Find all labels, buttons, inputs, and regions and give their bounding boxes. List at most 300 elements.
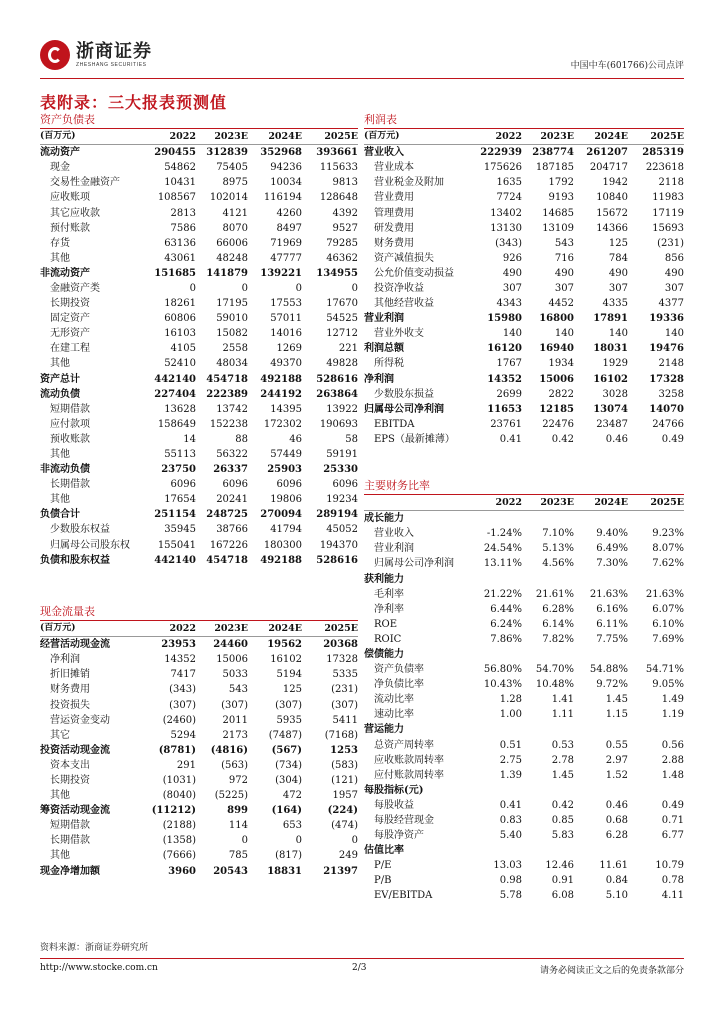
- table-row: [40, 818, 358, 833]
- cell-value: 14016: [270, 328, 302, 340]
- cell-value: 15006: [216, 654, 248, 666]
- cell-value: 17654: [164, 494, 196, 506]
- cell-value: 4.56%: [542, 558, 574, 570]
- cell-value: 0.41: [499, 799, 522, 811]
- cell-value: [522, 783, 574, 798]
- table-row: [364, 341, 684, 356]
- row-label: 公允价值变动损益: [374, 267, 454, 279]
- cell-value: 856: [664, 252, 684, 264]
- cell-value: 41794: [270, 524, 302, 536]
- cell-value: (563): [221, 759, 248, 771]
- cell-value: [574, 783, 628, 798]
- table-row: [40, 417, 358, 432]
- source-note: 资料来源：浙商证券研究所: [40, 943, 149, 953]
- ratios-body: [364, 511, 684, 904]
- cell-value: 4121: [222, 207, 248, 219]
- appendix-title: 表附录：三大报表预测值: [40, 93, 228, 112]
- cell-value: 4260: [276, 207, 302, 219]
- cell-value: 13130: [490, 222, 522, 234]
- cell-value: [522, 571, 574, 586]
- page-number: 2/3: [352, 963, 367, 973]
- cell-value: 5033: [222, 669, 248, 681]
- row-label: 在建工程: [50, 343, 90, 355]
- row-label: 存货: [50, 237, 70, 249]
- row-label: 利润总额: [364, 343, 404, 355]
- cell-value: 155041: [157, 539, 196, 551]
- cell-value: [522, 722, 574, 737]
- cell-value: 454718: [206, 554, 248, 566]
- cell-value: 194370: [319, 539, 358, 551]
- cell-value: [574, 571, 628, 586]
- row-label: 投资活动现金流: [40, 744, 110, 756]
- cell-value: 16102: [270, 654, 302, 666]
- cell-value: 263864: [316, 388, 358, 400]
- row-label: 流动比率: [374, 694, 414, 706]
- cell-value: 21397: [323, 865, 358, 877]
- cell-value: 139221: [260, 267, 302, 279]
- balance-sheet-title: 资产负债表: [40, 112, 358, 129]
- row-label: 少数股东权益: [50, 524, 110, 536]
- cell-value: 190693: [319, 418, 358, 430]
- row-label: 无形资产: [50, 328, 90, 340]
- row-label: 营运能力: [364, 724, 404, 736]
- cell-value: 108567: [157, 192, 196, 204]
- cell-value: 1.52: [605, 769, 628, 781]
- row-label: 营业利润: [374, 543, 414, 555]
- table-row: [40, 522, 358, 537]
- table-row: [364, 511, 684, 527]
- cell-value: 35945: [164, 524, 196, 536]
- row-label: 短期借款: [50, 403, 90, 415]
- cell-value: 8975: [222, 177, 248, 189]
- cell-value: (307): [331, 699, 358, 711]
- report-tag: 中国中车(601766)公司点评: [570, 61, 684, 71]
- cell-value: 227404: [154, 388, 196, 400]
- cell-value: 6.77: [661, 830, 684, 842]
- cell-value: 7.82%: [542, 633, 574, 645]
- cell-value: 5411: [332, 714, 358, 726]
- cell-value: 0.46: [605, 433, 628, 445]
- cell-value: 490: [502, 267, 522, 279]
- column-header: 2025E: [324, 623, 358, 635]
- table-row: [364, 311, 684, 326]
- cell-value: 79285: [326, 237, 358, 249]
- cell-value: (231): [331, 684, 358, 696]
- cell-value: 1.48: [661, 769, 684, 781]
- cell-value: 222389: [206, 388, 248, 400]
- row-label: 速动比率: [374, 709, 414, 721]
- cell-value: 0: [189, 282, 196, 294]
- cell-value: 18831: [267, 865, 302, 877]
- cell-value: 14070: [649, 403, 684, 415]
- cell-value: 492188: [260, 373, 302, 385]
- cell-value: 12712: [326, 328, 358, 340]
- ratios-title: 主要财务比率: [364, 478, 684, 495]
- cell-value: 5294: [170, 729, 196, 741]
- column-header: 2024E: [268, 131, 302, 143]
- cell-value: 238774: [532, 147, 574, 159]
- cell-value: 13109: [542, 222, 574, 234]
- table-row: [364, 432, 684, 447]
- cell-value: 25330: [323, 464, 358, 476]
- table-row: [40, 341, 358, 356]
- table-row: [364, 692, 684, 707]
- cell-value: 0: [295, 282, 302, 294]
- table-row: [40, 402, 358, 417]
- cell-value: 15693: [652, 222, 684, 234]
- cell-value: 66006: [216, 237, 248, 249]
- row-label: 其他: [50, 850, 70, 862]
- cell-value: 289194: [316, 509, 358, 521]
- cell-value: 352968: [260, 147, 302, 159]
- income-statement-section: [364, 112, 684, 447]
- row-label: 流动资产: [40, 147, 80, 159]
- cell-value: 1.11: [551, 709, 574, 721]
- cell-value: 0.85: [551, 815, 574, 827]
- table-row: [40, 833, 358, 848]
- table-row: [364, 556, 684, 571]
- cell-value: 5.13%: [542, 543, 574, 555]
- row-label: 预收账款: [50, 433, 90, 445]
- table-row: [364, 372, 684, 387]
- cell-value: 125: [608, 237, 628, 249]
- cell-value: 13074: [593, 403, 628, 415]
- cell-value: 11653: [487, 403, 522, 415]
- table-header-row: [364, 495, 684, 511]
- cell-value: (164): [271, 805, 302, 817]
- cell-value: [628, 843, 684, 858]
- table-row: [364, 160, 684, 175]
- cell-value: 2699: [496, 388, 522, 400]
- row-label: 营业利润: [364, 313, 404, 325]
- cell-value: (11212): [151, 805, 196, 817]
- cell-value: 58: [345, 433, 358, 445]
- cell-value: 6.11%: [596, 618, 628, 630]
- cell-value: 1957: [332, 790, 358, 802]
- cell-value: (1031): [162, 774, 196, 786]
- row-label: 长期借款: [50, 835, 90, 847]
- row-label: 营业外收支: [374, 328, 424, 340]
- cell-value: 0.42: [551, 433, 574, 445]
- cell-value: (7487): [268, 729, 302, 741]
- unit-label: (百万元): [364, 131, 400, 142]
- cell-value: [522, 647, 574, 662]
- row-label: 财务费用: [374, 237, 414, 249]
- cashflow-section: [40, 604, 358, 879]
- cell-value: 19562: [267, 639, 302, 651]
- cell-value: 14366: [596, 222, 628, 234]
- row-label: 金融资产类: [50, 282, 100, 294]
- row-label: 营业成本: [374, 162, 414, 174]
- cell-value: 17891: [593, 313, 628, 325]
- cell-value: 0.41: [499, 433, 522, 445]
- cell-value: 5194: [276, 669, 302, 681]
- cell-value: 442140: [154, 554, 196, 566]
- cell-value: 543: [228, 684, 248, 696]
- cell-value: 13742: [216, 403, 248, 415]
- cell-value: 5.40: [499, 830, 522, 842]
- row-label: 每股指标(元): [364, 784, 424, 796]
- cell-value: 46362: [326, 252, 358, 264]
- cell-value: 899: [227, 805, 248, 817]
- cell-value: (817): [275, 850, 302, 862]
- cell-value: [628, 571, 684, 586]
- cell-value: 102014: [209, 192, 248, 204]
- cell-value: 1.45: [551, 769, 574, 781]
- table-row: [40, 652, 358, 667]
- ratios-section: [364, 478, 684, 904]
- row-label: 应付账款周转率: [374, 769, 444, 781]
- table-row: [40, 160, 358, 175]
- company-logo: [40, 40, 152, 70]
- row-label: 应付款项: [50, 418, 90, 430]
- cell-value: 49828: [326, 358, 358, 370]
- cell-value: 222939: [480, 147, 522, 159]
- cell-value: 3028: [602, 388, 628, 400]
- cell-value: 2148: [658, 358, 684, 370]
- cell-value: 46: [289, 433, 302, 445]
- cell-value: 16800: [539, 313, 574, 325]
- cell-value: 3258: [658, 388, 684, 400]
- cell-value: 115633: [319, 162, 358, 174]
- income-statement-title: 利润表: [364, 112, 684, 129]
- column-header: 2022: [495, 131, 522, 143]
- cell-value: 75405: [216, 162, 248, 174]
- cell-value: 47777: [270, 252, 302, 264]
- cell-value: 0: [351, 282, 358, 294]
- cell-value: 17119: [652, 207, 684, 219]
- cell-value: (8040): [162, 790, 196, 802]
- cell-value: 528616: [316, 373, 358, 385]
- cell-value: 0.55: [605, 739, 628, 751]
- row-label: 其他: [50, 449, 70, 461]
- cell-value: 5.78: [499, 890, 522, 902]
- table-header-row: [40, 129, 358, 145]
- row-label: 长期借款: [50, 479, 90, 491]
- cell-value: 2011: [222, 714, 248, 726]
- row-label: 经营活动现金流: [40, 639, 110, 651]
- table-row: [40, 682, 358, 697]
- table-row: [364, 387, 684, 402]
- cell-value: 0.84: [605, 875, 628, 887]
- row-label: 其它: [50, 729, 70, 741]
- row-label: 净利率: [374, 603, 404, 615]
- column-header: 2023E: [214, 131, 248, 143]
- cell-value: 16120: [487, 343, 522, 355]
- table-row: [40, 311, 358, 326]
- cell-value: [468, 511, 522, 527]
- table-row: [364, 251, 684, 266]
- row-label: 净负债比率: [374, 679, 424, 691]
- table-row: [364, 205, 684, 220]
- cell-value: 6096: [332, 479, 358, 491]
- cell-value: 54.88%: [589, 664, 628, 676]
- cell-value: 9.23%: [652, 528, 684, 540]
- cell-value: 4392: [332, 207, 358, 219]
- cell-value: (343): [169, 684, 196, 696]
- cell-value: 17553: [270, 298, 302, 310]
- website-link[interactable]: http://www.stocke.com.cn: [40, 963, 158, 973]
- cell-value: 54862: [164, 162, 196, 174]
- cell-value: 8497: [276, 222, 302, 234]
- cell-value: 17328: [326, 654, 358, 666]
- table-row: [364, 617, 684, 632]
- cell-value: 6.10%: [652, 618, 684, 630]
- cell-value: (5225): [214, 790, 248, 802]
- row-label: EBITDA: [374, 418, 415, 430]
- cell-value: 307: [554, 282, 574, 294]
- cell-value: 21.63%: [589, 588, 628, 600]
- row-label: 固定资产: [50, 313, 90, 325]
- cell-value: 59010: [216, 313, 248, 325]
- cell-value: (231): [657, 237, 684, 249]
- cell-value: 6.28%: [542, 603, 574, 615]
- cell-value: (567): [271, 744, 302, 756]
- cell-value: 6096: [170, 479, 196, 491]
- row-label: 资产负债率: [374, 664, 424, 676]
- cell-value: 8.07%: [652, 543, 684, 555]
- cell-value: 16102: [593, 373, 628, 385]
- cell-value: 972: [228, 774, 248, 786]
- cell-value: (4816): [210, 744, 248, 756]
- table-row: [364, 281, 684, 296]
- cell-value: 56.80%: [483, 664, 522, 676]
- cell-value: 128648: [319, 192, 358, 204]
- cell-value: (307): [169, 699, 196, 711]
- cell-value: 528616: [316, 554, 358, 566]
- cell-value: [468, 571, 522, 586]
- cell-value: 0.53: [551, 739, 574, 751]
- table-row: [364, 753, 684, 768]
- cell-value: 9.05%: [652, 679, 684, 691]
- table-row: [40, 145, 358, 161]
- table-row: [364, 873, 684, 888]
- table-row: [40, 803, 358, 818]
- cell-value: (307): [221, 699, 248, 711]
- cell-value: (734): [275, 759, 302, 771]
- cell-value: 7417: [170, 669, 196, 681]
- row-label: 其它应收款: [50, 207, 100, 219]
- cell-value: 140: [554, 328, 574, 340]
- cell-value: 0.78: [661, 875, 684, 887]
- table-row: [364, 813, 684, 828]
- cell-value: 151685: [154, 267, 196, 279]
- cell-value: 94236: [270, 162, 302, 174]
- table-row: [40, 864, 358, 879]
- column-header: 2023E: [214, 623, 248, 635]
- row-label: 归属母公司股东权: [50, 539, 130, 551]
- cell-value: 785: [228, 850, 248, 862]
- column-header: 2023E: [540, 497, 574, 509]
- row-label: 交易性金融资产: [50, 177, 120, 189]
- cell-value: 6.24%: [490, 618, 522, 630]
- cell-value: 7.62%: [652, 558, 684, 570]
- cell-value: [522, 511, 574, 527]
- row-label: 投资净收益: [374, 282, 424, 294]
- table-row: [364, 175, 684, 190]
- cashflow-table: [40, 621, 358, 879]
- table-row: [364, 888, 684, 903]
- cell-value: 15082: [216, 328, 248, 340]
- table-row: [364, 632, 684, 647]
- cell-value: 2558: [222, 343, 248, 355]
- cell-value: 1.00: [499, 709, 522, 721]
- cell-value: 221: [338, 343, 358, 355]
- cell-value: 0.51: [499, 739, 522, 751]
- table-row: [40, 266, 358, 281]
- cell-value: 158649: [157, 418, 196, 430]
- cell-value: 454718: [206, 373, 248, 385]
- cell-value: 56322: [216, 449, 248, 461]
- column-header: 2022: [495, 497, 522, 509]
- cell-value: 0.46: [605, 799, 628, 811]
- cell-value: 3960: [168, 865, 196, 877]
- cell-value: 1.28: [499, 694, 522, 706]
- cell-value: 54.70%: [535, 664, 574, 676]
- table-row: [40, 773, 358, 788]
- cell-value: (224): [327, 805, 358, 817]
- cell-value: [468, 843, 522, 858]
- cell-value: 5.10: [605, 890, 628, 902]
- row-label: 营业收入: [364, 147, 404, 159]
- row-label: 其他: [50, 494, 70, 506]
- cell-value: 204717: [589, 162, 628, 174]
- cell-value: [574, 647, 628, 662]
- cell-value: 23750: [161, 464, 196, 476]
- cell-value: 7586: [170, 222, 196, 234]
- table-row: [40, 788, 358, 803]
- table-row: [40, 713, 358, 728]
- cell-value: 490: [554, 267, 574, 279]
- row-label: 毛利率: [374, 588, 404, 600]
- cell-value: 6.14%: [542, 618, 574, 630]
- table-row: [40, 538, 358, 553]
- row-label: 长期投资: [50, 298, 90, 310]
- row-label: 其他: [50, 790, 70, 802]
- cell-value: (343): [495, 237, 522, 249]
- cell-value: [628, 511, 684, 527]
- row-label: 折旧摊销: [50, 669, 90, 681]
- cell-value: 0.83: [499, 815, 522, 827]
- row-label: 资产总计: [40, 373, 80, 385]
- row-label: 净利润: [364, 373, 394, 385]
- table-row: [40, 697, 358, 712]
- cell-value: (8781): [158, 744, 196, 756]
- cell-value: 23487: [596, 418, 628, 430]
- cell-value: 2.78: [551, 754, 574, 766]
- cell-value: 14: [183, 433, 196, 445]
- row-label: EV/EBITDA: [374, 890, 433, 902]
- cell-value: 291: [176, 759, 196, 771]
- cell-value: (121): [331, 774, 358, 786]
- cell-value: (2460): [162, 714, 196, 726]
- cell-value: 26337: [213, 464, 248, 476]
- cell-value: 490: [608, 267, 628, 279]
- cell-value: 2.88: [661, 754, 684, 766]
- cell-value: 172302: [263, 418, 302, 430]
- table-row: [364, 190, 684, 205]
- cell-value: 7724: [496, 192, 522, 204]
- table-row: [364, 722, 684, 737]
- cell-value: 9.40%: [596, 528, 628, 540]
- cell-value: 9.72%: [596, 679, 628, 691]
- cell-value: 24460: [213, 639, 248, 651]
- cell-value: 45052: [326, 524, 358, 536]
- cell-value: 1.15: [605, 709, 628, 721]
- cell-value: 4343: [496, 298, 522, 310]
- row-label: 现金: [50, 162, 70, 174]
- table-row: [40, 236, 358, 251]
